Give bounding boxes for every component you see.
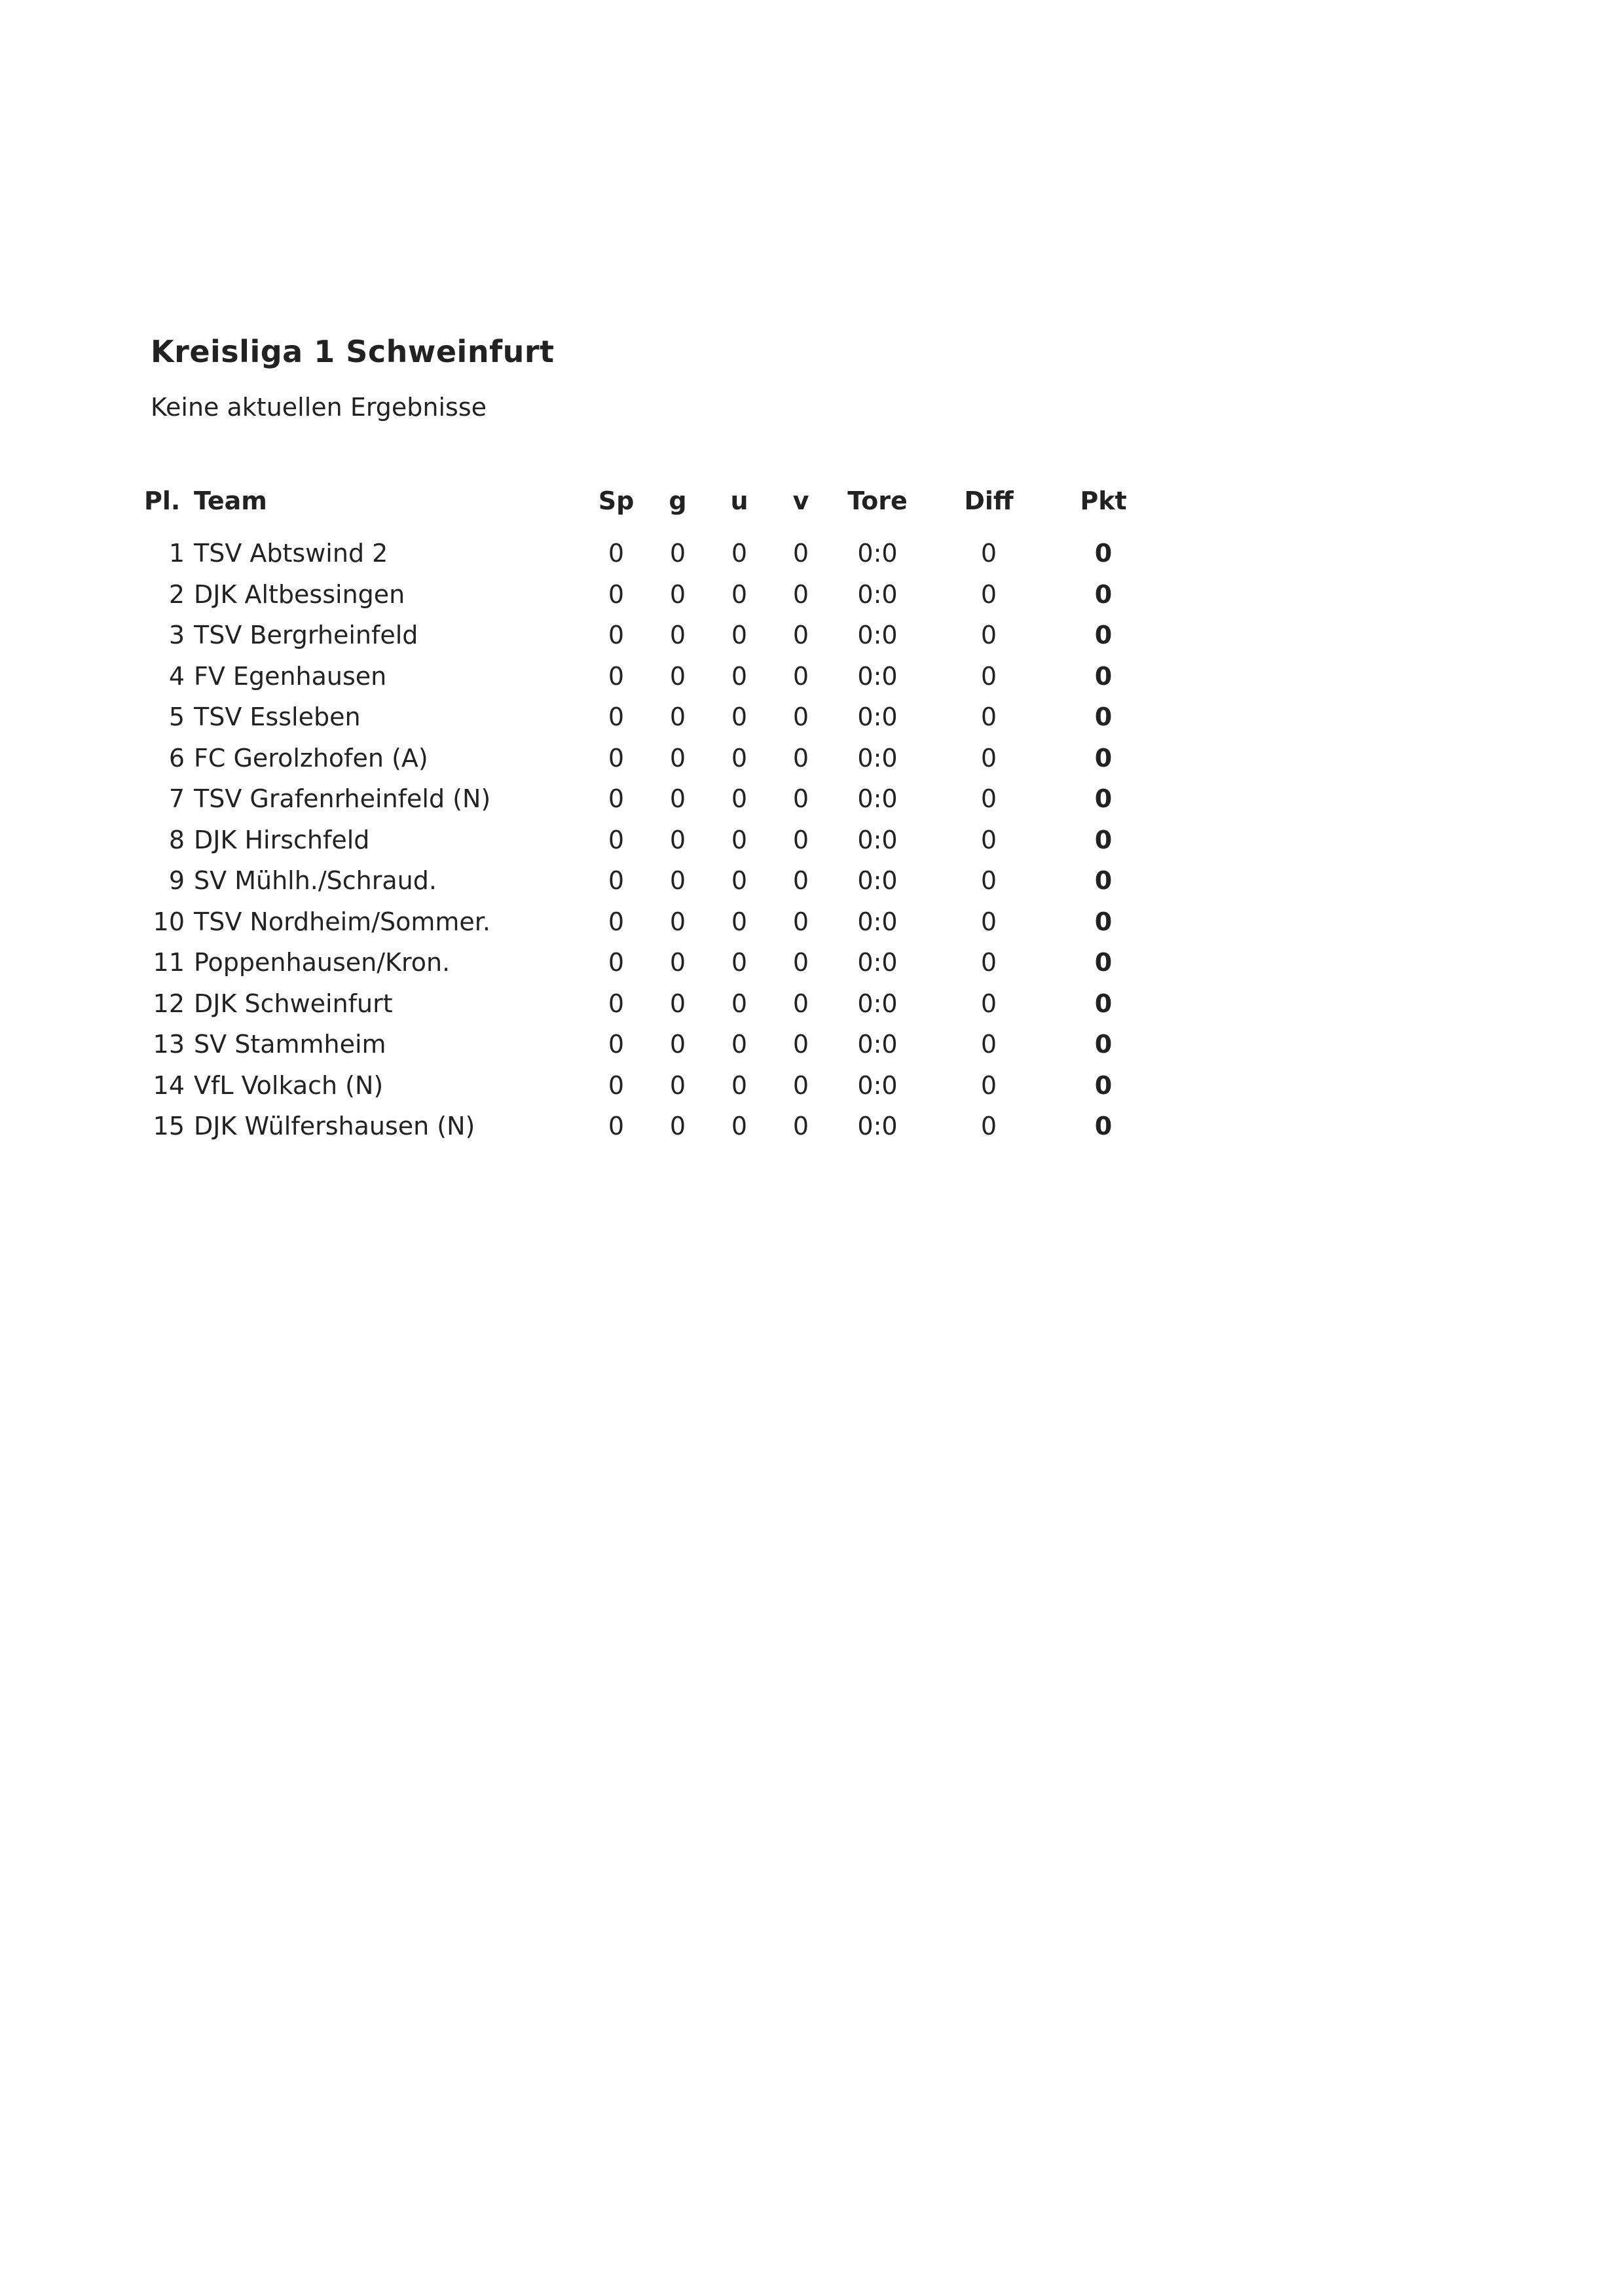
cell-points: 0: [1094, 1112, 1113, 1141]
cell-wins: 0: [669, 702, 686, 732]
cell-draws: 0: [731, 866, 748, 896]
table-header: [144, 478, 1153, 533]
cell-points: 0: [1094, 825, 1113, 854]
cell-losses: 0: [792, 866, 809, 896]
cell-team: Poppenhausen/Kron.: [194, 948, 451, 977]
cell-team: TSV Grafenrheinfeld (N): [194, 784, 491, 814]
results-status-text: Keine aktuellen Ergebnisse: [151, 393, 487, 422]
cell-losses: 0: [792, 1030, 809, 1059]
cell-wins: 0: [669, 866, 686, 896]
cell-draws: 0: [731, 948, 748, 977]
cell-team: DJK Schweinfurt: [194, 989, 393, 1018]
header-place: Pl.: [144, 486, 181, 515]
cell-points: 0: [1094, 661, 1113, 691]
cell-place: 13: [153, 1030, 185, 1059]
cell-draws: 0: [731, 1070, 748, 1100]
cell-place: 2: [168, 579, 185, 609]
cell-draws: 0: [731, 989, 748, 1018]
cell-goals: 0:0: [857, 1112, 898, 1141]
cell-goals: 0:0: [857, 1030, 898, 1059]
cell-team: SV Mühlh./Schraud.: [194, 866, 437, 896]
cell-draws: 0: [731, 743, 748, 773]
cell-place: 11: [153, 948, 185, 977]
cell-goals: 0:0: [857, 661, 898, 691]
cell-place: 1: [168, 539, 185, 568]
table-row: [144, 942, 1153, 983]
header-losses: v: [792, 486, 809, 515]
table-row: [144, 697, 1153, 738]
cell-games: 0: [608, 1112, 625, 1141]
cell-goals: 0:0: [857, 579, 898, 609]
table-row: [144, 574, 1153, 615]
cell-team: TSV Abtswind 2: [194, 539, 388, 568]
cell-games: 0: [608, 579, 625, 609]
cell-team: DJK Wülfershausen (N): [194, 1112, 475, 1141]
cell-losses: 0: [792, 661, 809, 691]
table-body: [144, 533, 1153, 1147]
cell-draws: 0: [731, 907, 748, 936]
cell-losses: 0: [792, 702, 809, 732]
cell-place: 7: [168, 784, 185, 814]
header-wins: g: [669, 486, 687, 515]
header-team: Team: [194, 486, 267, 515]
cell-losses: 0: [792, 1070, 809, 1100]
cell-games: 0: [608, 621, 625, 650]
cell-team: VfL Volkach (N): [194, 1070, 384, 1100]
table-row: [144, 778, 1153, 820]
cell-wins: 0: [669, 1070, 686, 1100]
cell-losses: 0: [792, 1112, 809, 1141]
cell-place: 14: [153, 1070, 185, 1100]
table-row: [144, 902, 1153, 943]
cell-games: 0: [608, 784, 625, 814]
cell-team: TSV Nordheim/Sommer.: [194, 907, 490, 936]
cell-games: 0: [608, 866, 625, 896]
cell-place: 5: [168, 702, 185, 732]
table-row: [144, 738, 1153, 779]
cell-draws: 0: [731, 1112, 748, 1141]
cell-games: 0: [608, 743, 625, 773]
cell-points: 0: [1094, 743, 1113, 773]
cell-points: 0: [1094, 579, 1113, 609]
cell-difference: 0: [980, 539, 997, 568]
cell-wins: 0: [669, 989, 686, 1018]
cell-difference: 0: [980, 661, 997, 691]
table-row: [144, 820, 1153, 861]
cell-draws: 0: [731, 621, 748, 650]
header-goals: Tore: [847, 486, 908, 515]
cell-difference: 0: [980, 702, 997, 732]
cell-draws: 0: [731, 702, 748, 732]
cell-difference: 0: [980, 579, 997, 609]
page-title: Kreisliga 1 Schweinfurt: [151, 334, 555, 369]
table-row: [144, 656, 1153, 697]
cell-games: 0: [608, 948, 625, 977]
cell-team: SV Stammheim: [194, 1030, 386, 1059]
cell-points: 0: [1094, 621, 1113, 650]
cell-points: 0: [1094, 1030, 1113, 1059]
cell-difference: 0: [980, 743, 997, 773]
cell-wins: 0: [669, 743, 686, 773]
cell-difference: 0: [980, 948, 997, 977]
cell-losses: 0: [792, 621, 809, 650]
cell-points: 0: [1094, 948, 1113, 977]
cell-place: 3: [168, 621, 185, 650]
cell-goals: 0:0: [857, 866, 898, 896]
header-difference: Diff: [964, 486, 1014, 515]
cell-difference: 0: [980, 1070, 997, 1100]
cell-goals: 0:0: [857, 702, 898, 732]
cell-games: 0: [608, 661, 625, 691]
cell-difference: 0: [980, 825, 997, 854]
cell-goals: 0:0: [857, 621, 898, 650]
cell-goals: 0:0: [857, 784, 898, 814]
cell-points: 0: [1094, 866, 1113, 896]
cell-games: 0: [608, 1030, 625, 1059]
cell-wins: 0: [669, 579, 686, 609]
cell-goals: 0:0: [857, 1070, 898, 1100]
standings-table: [144, 478, 1153, 1147]
cell-wins: 0: [669, 1112, 686, 1141]
cell-losses: 0: [792, 579, 809, 609]
cell-goals: 0:0: [857, 743, 898, 773]
table-row: [144, 983, 1153, 1025]
cell-games: 0: [608, 825, 625, 854]
cell-points: 0: [1094, 907, 1113, 936]
cell-wins: 0: [669, 661, 686, 691]
cell-difference: 0: [980, 1030, 997, 1059]
cell-games: 0: [608, 539, 625, 568]
table-row: [144, 533, 1153, 574]
cell-wins: 0: [669, 825, 686, 854]
header-points: Pkt: [1080, 486, 1127, 515]
cell-goals: 0:0: [857, 907, 898, 936]
cell-draws: 0: [731, 539, 748, 568]
cell-games: 0: [608, 907, 625, 936]
table-row: [144, 860, 1153, 902]
table-row: [144, 1106, 1153, 1147]
cell-draws: 0: [731, 825, 748, 854]
cell-place: 4: [168, 661, 185, 691]
cell-losses: 0: [792, 825, 809, 854]
cell-losses: 0: [792, 743, 809, 773]
cell-difference: 0: [980, 989, 997, 1018]
cell-points: 0: [1094, 989, 1113, 1018]
cell-place: 8: [168, 825, 185, 854]
header-spacer: [144, 524, 1153, 533]
table-row: [144, 1024, 1153, 1065]
cell-draws: 0: [731, 784, 748, 814]
cell-team: FV Egenhausen: [194, 661, 387, 691]
cell-games: 0: [608, 989, 625, 1018]
cell-team: FC Gerolzhofen (A): [194, 743, 428, 773]
cell-games: 0: [608, 1070, 625, 1100]
table-row: [144, 615, 1153, 656]
cell-team: DJK Altbessingen: [194, 579, 405, 609]
cell-draws: 0: [731, 579, 748, 609]
cell-goals: 0:0: [857, 989, 898, 1018]
cell-points: 0: [1094, 784, 1113, 814]
cell-goals: 0:0: [857, 539, 898, 568]
cell-difference: 0: [980, 907, 997, 936]
cell-draws: 0: [731, 1030, 748, 1059]
cell-wins: 0: [669, 1030, 686, 1059]
cell-place: 15: [153, 1112, 185, 1141]
cell-wins: 0: [669, 621, 686, 650]
cell-goals: 0:0: [857, 825, 898, 854]
cell-place: 10: [153, 907, 185, 936]
header-games: Sp: [598, 486, 635, 515]
cell-points: 0: [1094, 539, 1113, 568]
cell-wins: 0: [669, 948, 686, 977]
cell-place: 12: [153, 989, 185, 1018]
cell-difference: 0: [980, 784, 997, 814]
cell-points: 0: [1094, 702, 1113, 732]
cell-losses: 0: [792, 989, 809, 1018]
cell-difference: 0: [980, 866, 997, 896]
cell-team: TSV Essleben: [194, 702, 361, 732]
cell-difference: 0: [980, 621, 997, 650]
cell-losses: 0: [792, 784, 809, 814]
cell-losses: 0: [792, 539, 809, 568]
cell-goals: 0:0: [857, 948, 898, 977]
cell-team: TSV Bergrheinfeld: [194, 621, 418, 650]
table-row: [144, 1065, 1153, 1106]
cell-difference: 0: [980, 1112, 997, 1141]
cell-wins: 0: [669, 539, 686, 568]
cell-wins: 0: [669, 907, 686, 936]
cell-place: 6: [168, 743, 185, 773]
cell-games: 0: [608, 702, 625, 732]
cell-points: 0: [1094, 1070, 1113, 1100]
cell-place: 9: [168, 866, 185, 896]
header-row: [144, 478, 1153, 524]
cell-losses: 0: [792, 948, 809, 977]
cell-losses: 0: [792, 907, 809, 936]
header-draws: u: [730, 486, 748, 515]
cell-draws: 0: [731, 661, 748, 691]
cell-wins: 0: [669, 784, 686, 814]
cell-team: DJK Hirschfeld: [194, 825, 370, 854]
